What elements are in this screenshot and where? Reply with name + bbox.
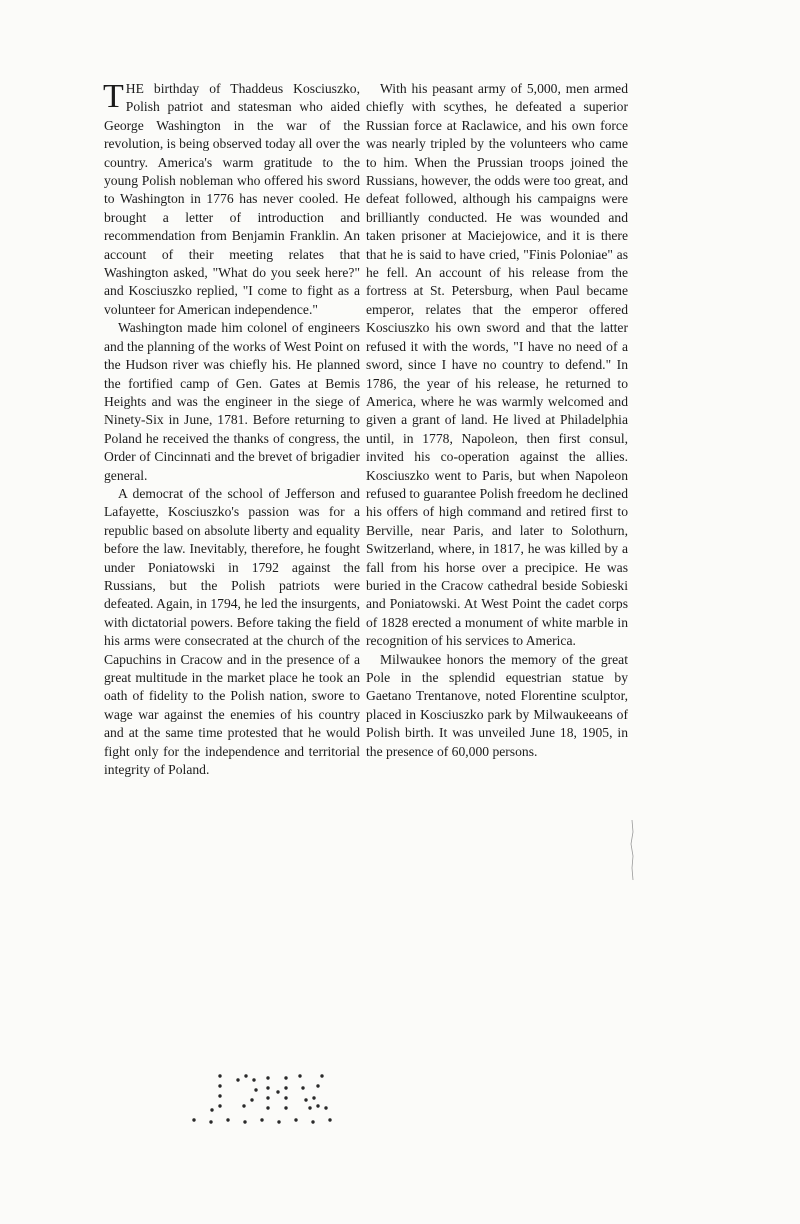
- paragraph-4: With his peasant army of 5,000, men armed chiefly with scythes, he defeated a superior Russian force at Raclawice, and his own force was nearly tripled by the volunteers who came to him. When the Prussian troops joined the Russians, however, the odds were too great, and defeat followed, although his campaigns were brilliantly conducted. He was wounded and taken prisoner at Maciejowice, and it is there that he is said to have cried, "Finis Poloniae" as he fell. An account of his release from the fortress at St. Petersburg, when Paul became emperor, relates that the emperor offered Kosciuszko his own sword and that the latter refused it with the words, "I have no need of a sword, since I have no country to defend." In 1786, the year of his release, he returned to America, where he was warmly welcomed and given a grant of land. He lived at Philadelphia until, in 1778, Napoleon, then first consul, invited his co-operation against the allies. Kosciuszko went to Paris, but when Napoleon refused to guarantee Polish freedom he declined his offers of high command and retired first to Berville, near Paris, and later to Solothurn, Switzerland, where, in 1817, he was killed by a fall from his horse over a precipice. He was buried in the Cracow cathedral beside Sobieski and Poniatowski. At West Point the cadet corps of 1828 erected a monument of white marble in recognition of his services to America.: [366, 81, 628, 649]
- right-column: [366, 80, 628, 761]
- paragraph-3: A democrat of the school of Jefferson and Lafayette, Kosciuszko's passion was for a republic based on absolute liberty and equality before the law. Inevitably, therefore, he fought under Poniatowski in 1792 against the Russians, but the Polish patriots were defeated. Again, in 1794, he led the insurgents, with dictatorial powers. Before taking the field his arms were consecrated at the church of the Capuchins in Cracow and in the presence of a great multitude in the market place he took an oath of fidelity to the Polish nation, swore to wage war against the enemies of his country and at the same time protested that he would fight only for the independence and territorial integrity of Poland.: [104, 485, 360, 778]
- paragraph-5: Milwaukee honors the memory of the great Pole in the splendid equestrian statue by Gaetano Trentanove, noted Florentine sculptor, placed in Kosciuszko park by Milwaukeeans of Polish birth. It was unveiled June 18, 1905, in the presence of 60,000 persons.: [366, 651, 628, 759]
- paragraph-1: [104, 80, 360, 319]
- drop-cap: T: [103, 78, 124, 115]
- paragraph-1-text: HE birthday of Thaddeus Kosciuszko, Polish patriot and statesman who aided George Washington in the war of the revolution, is being observed today all over the country. America's warm gratitude to the young Polish nobleman who offered his sword to Washington in 1776 has never cooled. He brought a letter of introduction and recommendation from Benjamin Franklin. An account of their meeting relates that Washington asked, "What do you seek here?" and Kosciuszko replied, "I come to fight as a volunteer for American independence.": [104, 81, 360, 317]
- paragraph-2: Washington made him colonel of engineers and the planning of the works of West Point on the Hudson river was chiefly his. He planned the fortified camp of Gen. Gates at Bemis Heights and was the engineer in the siege of Ninety-Six in June, 1781. Before returning to Poland he received the thanks of congress, the Order of Cincinnati and the brevet of brigadier general.: [104, 320, 360, 483]
- left-column: [104, 80, 360, 779]
- perforated-stamp-mark-icon: [190, 1062, 340, 1132]
- scan-edge-mark-icon: [628, 820, 636, 880]
